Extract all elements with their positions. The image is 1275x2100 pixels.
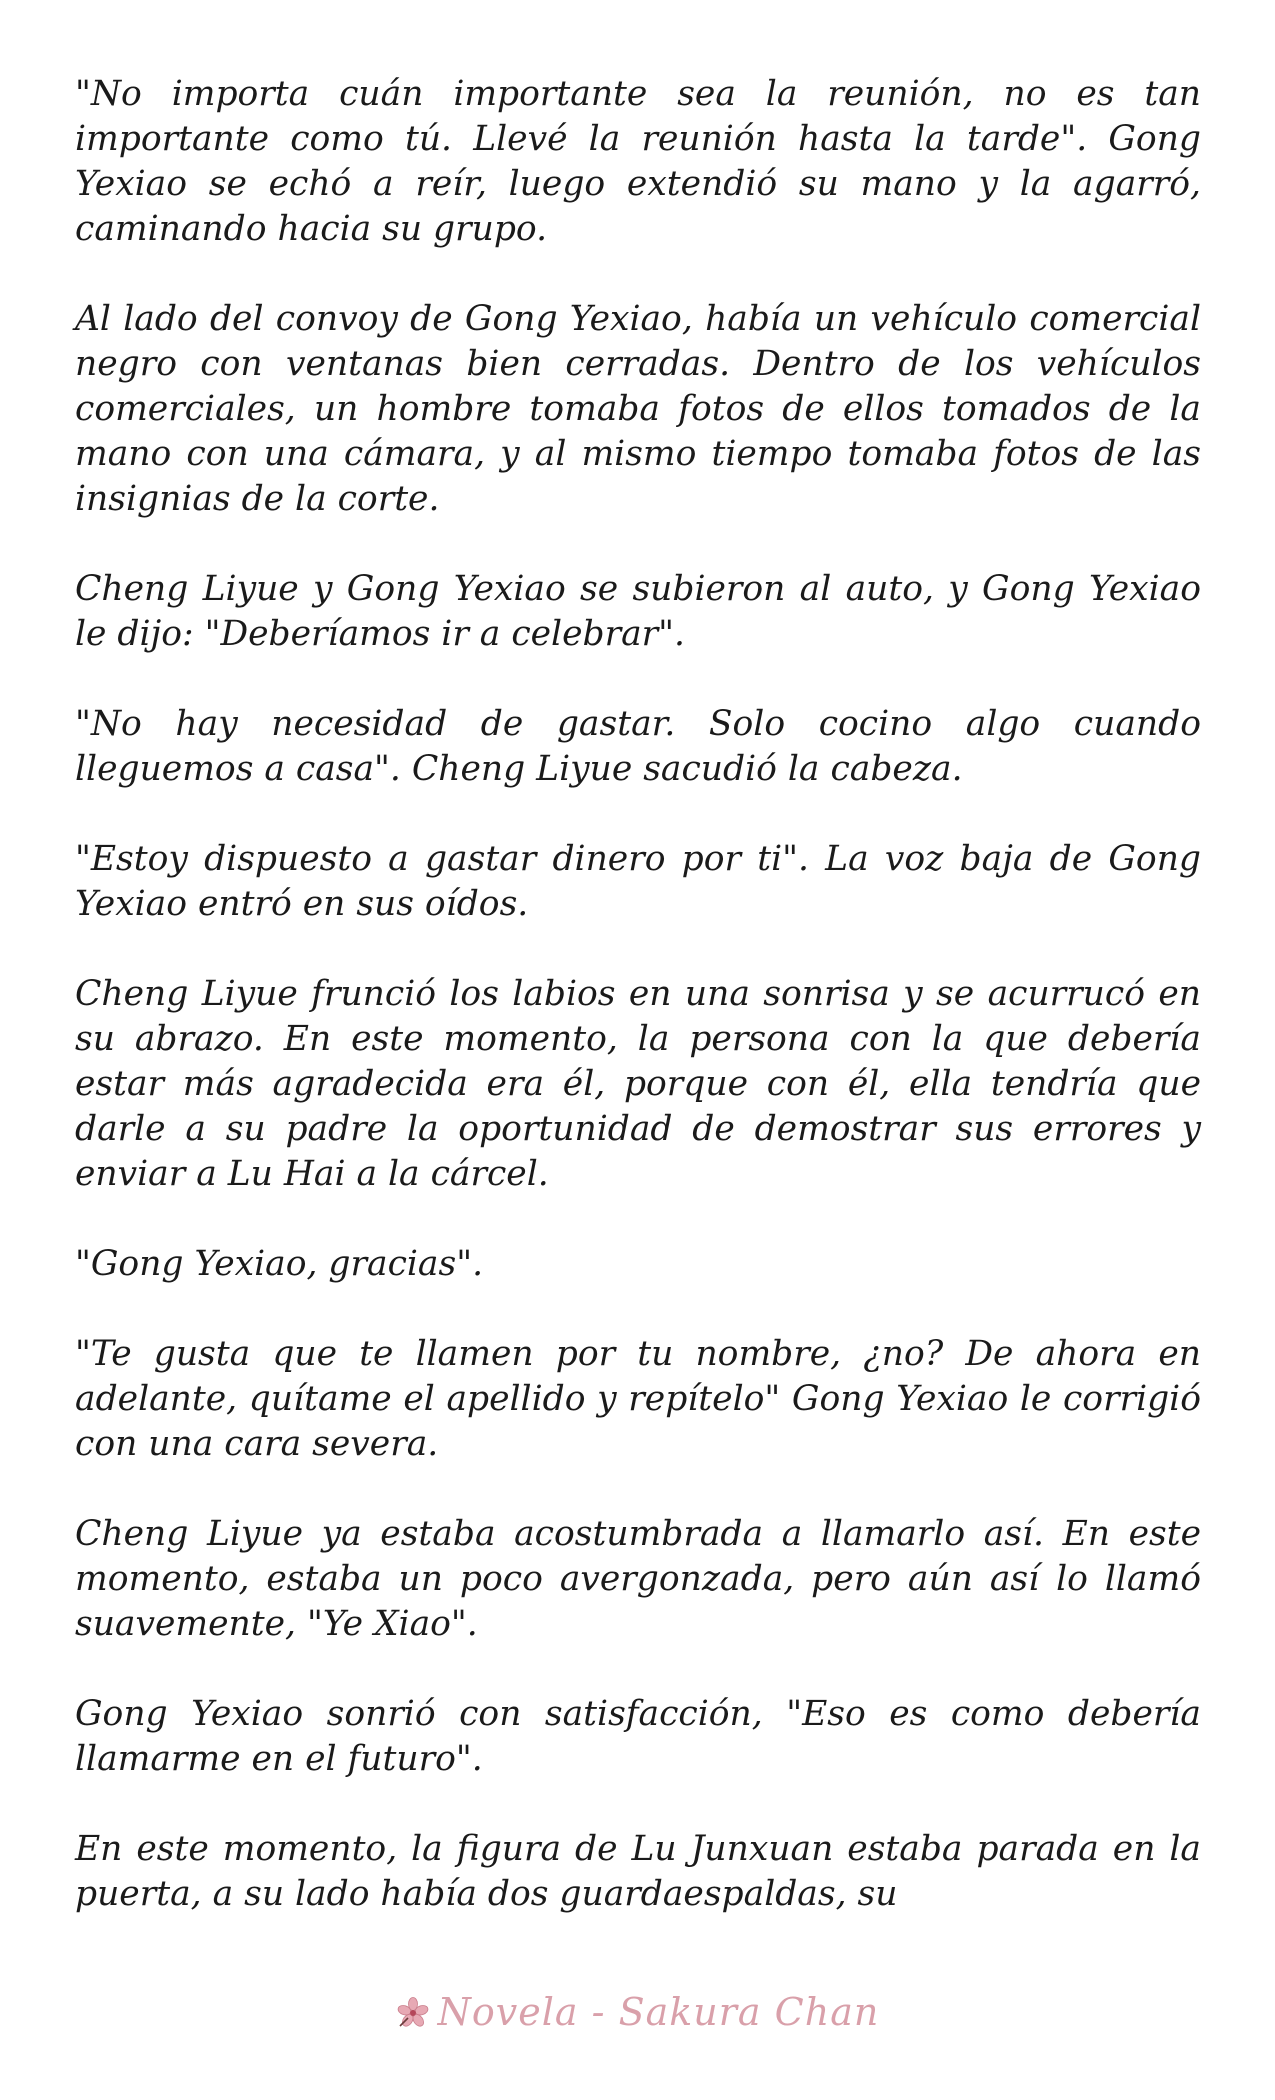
watermark: [0, 1990, 1275, 2034]
paragraph-11: En este momento, la figura de Lu Junxuan estaba parada en la puerta, a su lado había dos guardaespaldas, su: [75, 1829, 1201, 1914]
watermark-text: Novela - Sakura Chan: [437, 1990, 880, 2034]
paragraph-9: Cheng Liyue ya estaba acostumbrada a llamarlo así. En este momento, estaba un poco avergonzada, pero aún así lo llamó suavemente, "Ye Xiao".: [75, 1514, 1201, 1644]
paragraph-4: "No hay necesidad de gastar. Solo cocino algo cuando lleguemos a casa". Cheng Liyue sacudió la cabeza.: [75, 704, 1201, 789]
sakura-blossom-icon: [396, 1995, 430, 2029]
paragraph-1: "No importa cuán importante sea la reunión, no es tan importante como tú. Llevé la reunión hasta la tarde". Gong Yexiao se echó a reír, luego extendió su mano y la agarró, caminando hacia su grupo.: [75, 74, 1201, 249]
paragraph-8: "Te gusta que te llamen por tu nombre, ¿no? De ahora en adelante, quítame el apellido y repítelo" Gong Yexiao le corrigió con una cara severa.: [75, 1334, 1201, 1464]
paragraph-7: "Gong Yexiao, gracias".: [75, 1244, 484, 1284]
paragraph-2: Al lado del convoy de Gong Yexiao, había un vehículo comercial negro con ventanas bien cerradas. Dentro de los vehículos comerciales, un hombre tomaba fotos de ellos tomados de la mano con una cámara, y al mismo tiempo tomaba fotos de las insignias de la corte.: [75, 299, 1201, 519]
paragraph-6: Cheng Liyue frunció los labios en una sonrisa y se acurrucó en su abrazo. En este momento, la persona con la que debería estar más agradecida era él, porque con él, ella tendría que darle a su padre la oportunidad de demostrar sus errores y enviar a Lu Hai a la cárcel.: [75, 974, 1201, 1194]
paragraph-3: Cheng Liyue y Gong Yexiao se subieron al auto, y Gong Yexiao le dijo: "Deberíamos ir a celebrar".: [75, 569, 1201, 654]
document-body: [75, 72, 1201, 1917]
paragraph-5: "Estoy dispuesto a gastar dinero por ti". La voz baja de Gong Yexiao entró en sus oídos.: [75, 839, 1201, 924]
paragraph-10: Gong Yexiao sonrió con satisfacción, "Eso es como debería llamarme en el futuro".: [75, 1694, 1201, 1779]
